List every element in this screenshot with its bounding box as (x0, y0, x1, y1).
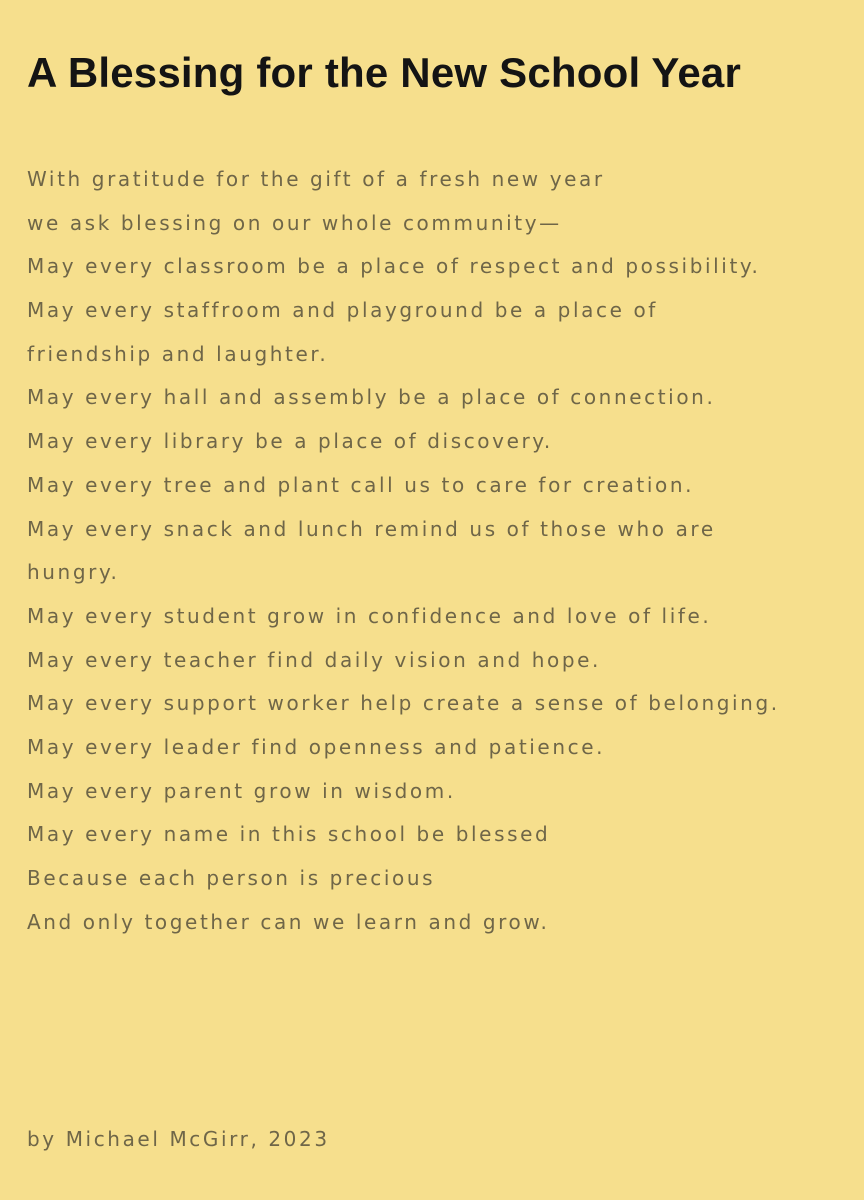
page-title: A Blessing for the New School Year (27, 49, 741, 96)
poem-line: And only together can we learn and grow. (27, 909, 550, 934)
poem-line: May every staffroom and playground be a place of (27, 298, 658, 323)
poem-line: Because each person is precious (27, 866, 436, 890)
poem-line: hungry. (27, 560, 120, 585)
poem-line: friendship and laughter. (27, 341, 329, 366)
poem-line: May every student grow in confidence and love of life. (27, 603, 712, 628)
author-byline: by Michael McGirr, 2023 (27, 1127, 330, 1151)
poem-line: May every snack and lunch remind us of those who are (27, 516, 716, 541)
poem-line: May every hall and assembly be a place of connection. (27, 385, 716, 410)
poem-line: May every leader find openness and patience. (27, 734, 606, 759)
poem-line: May every support worker help create a sense of belonging. (27, 691, 780, 716)
poem-body (27, 158, 780, 944)
poem-line: May every parent grow in wisdom. (27, 778, 456, 803)
poem-line: May every tree and plant call us to care for creation. (27, 472, 695, 497)
poem-line: May every teacher find daily vision and hope. (27, 647, 602, 672)
poem-line: With gratitude for the gift of a fresh new year (27, 167, 605, 191)
poem-line: May every classroom be a place of respect and possibility. (27, 254, 761, 279)
poem-line: May every name in this school be blessed (27, 822, 551, 847)
poem-line: we ask blessing on our whole community— (27, 210, 562, 235)
poem-line: May every library be a place of discovery. (27, 429, 553, 454)
